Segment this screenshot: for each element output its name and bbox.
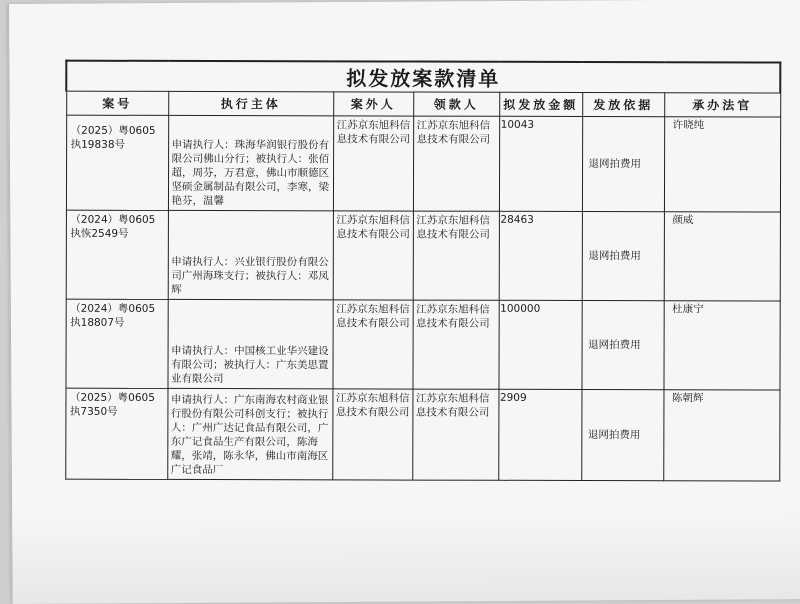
judge-cell: 杜康宁 bbox=[663, 301, 779, 390]
parties-cell bbox=[168, 115, 333, 210]
amount-cell: 100000 bbox=[498, 300, 581, 389]
basis-cell: 退网拍费用 bbox=[582, 117, 664, 212]
table-row bbox=[65, 388, 779, 481]
disbursement-table bbox=[64, 60, 781, 482]
header-payee: 领款人 bbox=[413, 92, 499, 116]
basis-cell: 退网拍费用 bbox=[581, 390, 663, 481]
judge-cell: 许晓纯 bbox=[664, 117, 780, 212]
judge-cell: 陈朝辉 bbox=[663, 390, 779, 481]
parties-cell bbox=[168, 210, 333, 299]
parties-text: 申请执行人：中国核工业华兴建设有限公司；被执行人：广东美思置业有限公司 bbox=[170, 344, 329, 386]
paper-sheet bbox=[8, 0, 800, 604]
header-judge: 承办法官 bbox=[664, 93, 780, 117]
header-outsider: 案外人 bbox=[333, 92, 413, 116]
amount-cell: 28463 bbox=[499, 211, 582, 300]
parties-cell bbox=[167, 388, 332, 479]
outsider-cell: 江苏京东旭科信息技术有限公司 bbox=[332, 300, 412, 389]
judge-cell: 颜威 bbox=[664, 212, 780, 301]
table-row bbox=[66, 210, 780, 301]
parties-text: 申请执行人：兴业银行股份有限公司广州海珠支行；被执行人：邓凤辉 bbox=[171, 255, 329, 296]
header-case-no: 案号 bbox=[66, 91, 168, 115]
paper-shadow bbox=[12, 509, 800, 604]
case-number: （2025）粤0605执7350号 bbox=[65, 388, 167, 479]
amount-cell: 2909 bbox=[498, 389, 581, 480]
basis-cell: 退网拍费用 bbox=[581, 301, 663, 390]
table-header-row bbox=[66, 91, 780, 117]
parties-cell bbox=[167, 299, 332, 388]
header-basis: 发放依据 bbox=[582, 93, 664, 117]
case-number: （2024）粤0605执18807号 bbox=[65, 299, 167, 388]
parties-text: 申请执行人：广东南海农村商业银行股份有限公司科创支行；被执行人：广州广达记食品有限公司，广东广记食品生产有限公司，陈海耀，张靖，陈永华，佛山市南海区广记食品厂 bbox=[170, 393, 329, 477]
document-title: 拟发放案款清单 bbox=[66, 61, 780, 93]
table-row bbox=[66, 115, 780, 212]
document-table-wrapper bbox=[64, 60, 783, 482]
outsider-cell: 江苏京东旭科信息技术有限公司 bbox=[333, 116, 413, 211]
payee-cell: 江苏京东旭科信息技术有限公司 bbox=[412, 300, 498, 389]
payee-cell: 江苏京东旭科信息技术有限公司 bbox=[413, 116, 499, 211]
outsider-cell: 江苏京东旭科信息技术有限公司 bbox=[332, 389, 412, 480]
payee-cell: 江苏京东旭科信息技术有限公司 bbox=[413, 211, 499, 300]
payee-cell: 江苏京东旭科信息技术有限公司 bbox=[412, 389, 498, 480]
header-amount: 拟发放金额 bbox=[499, 92, 582, 116]
table-row bbox=[65, 299, 779, 390]
case-number: （2024）粤0605执恢2549号 bbox=[66, 210, 168, 299]
parties-text: 申请执行人：珠海华润银行股份有限公司佛山分行；被执行人：张佰超，周芬，万君意，佛山市顺德区坚硕金属制品有限公司，李寒，梁艳芬，温馨 bbox=[171, 138, 330, 208]
header-parties: 执行主体 bbox=[168, 91, 333, 115]
outsider-cell: 江苏京东旭科信息技术有限公司 bbox=[333, 211, 413, 300]
amount-cell: 10043 bbox=[499, 116, 582, 211]
basis-cell: 退网拍费用 bbox=[582, 212, 664, 301]
case-number: （2025）粤0605执19838号 bbox=[66, 115, 168, 210]
